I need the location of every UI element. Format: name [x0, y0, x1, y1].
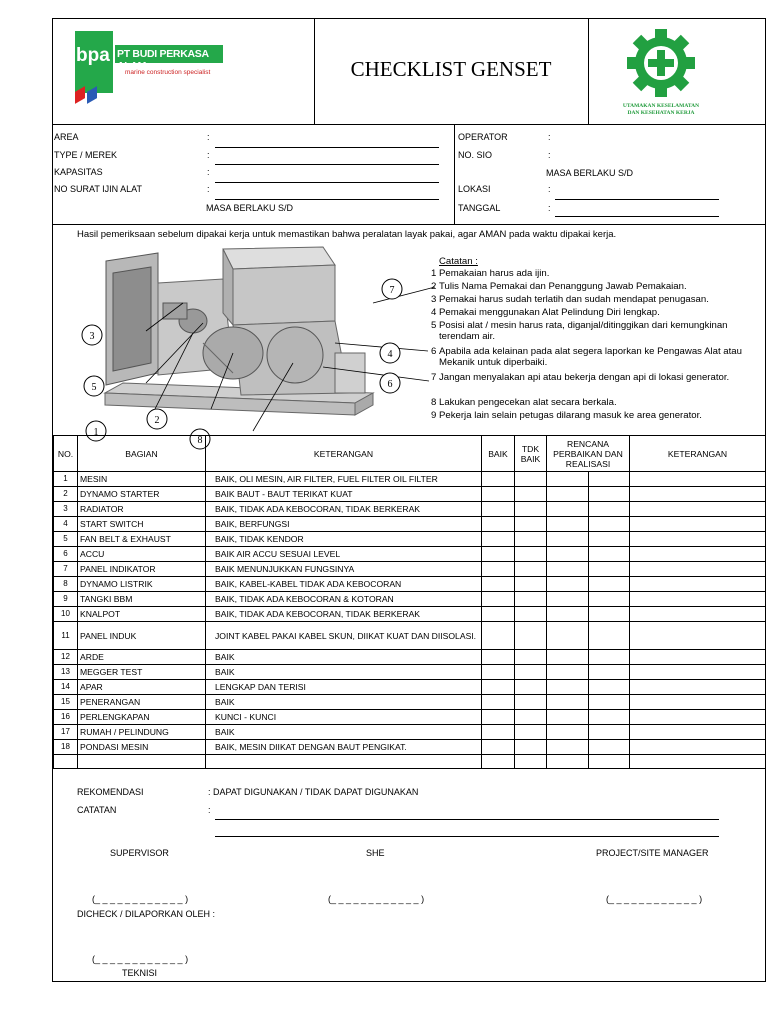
row-no: 8 — [54, 577, 78, 592]
manager-signature[interactable]: (_ _ _ _ _ _ _ _ _ _ _ _ ) — [606, 894, 703, 904]
rencana-cell[interactable] — [547, 502, 589, 517]
no-surat-ijin-field[interactable] — [215, 199, 439, 200]
realisasi-cell[interactable] — [589, 502, 630, 517]
row-bagian: APAR — [78, 680, 206, 695]
section-divider — [53, 224, 765, 225]
teknisi-signature[interactable]: (_ _ _ _ _ _ _ _ _ _ _ _ ) — [92, 954, 189, 964]
safety-emblem — [611, 27, 711, 122]
row-no: 9 — [54, 592, 78, 607]
catatan-line-1[interactable] — [215, 819, 719, 820]
keterangan-cell[interactable] — [630, 607, 766, 622]
baik-cell[interactable] — [482, 607, 515, 622]
rekomendasi-label: REKOMENDASI — [77, 787, 144, 797]
baik-cell[interactable] — [482, 472, 515, 487]
callout-5-text: 5 — [91, 382, 97, 393]
rencana-cell[interactable] — [547, 725, 589, 740]
note-number: 9 — [431, 410, 437, 421]
realisasi-cell[interactable] — [589, 562, 630, 577]
col-rencana: RENCANA PERBAIKAN DAN REALISASI — [547, 436, 630, 472]
rencana-cell[interactable] — [547, 680, 589, 695]
note-item: Apabila ada kelainan pada alat segera laporkan ke Pengawas Alat atau Mekanik untuk diperbaiki. — [439, 346, 742, 368]
row-keterangan: BAIK MENUNJUKKAN FUNGSINYA — [206, 562, 482, 577]
notes-heading: Catatan : — [439, 256, 478, 267]
tdk-baik-cell[interactable] — [515, 547, 547, 562]
row-no: 4 — [54, 517, 78, 532]
note-item: Posisi alat / mesin harus rata, diganjal/ditinggikan dari kemungkinan terendam air. — [439, 320, 728, 342]
row-keterangan: BAIK AIR ACCU SESUAI LEVEL — [206, 547, 482, 562]
baik-cell[interactable] — [482, 622, 515, 650]
row-no: 16 — [54, 710, 78, 725]
rencana-cell[interactable] — [547, 517, 589, 532]
row-keterangan: BAIK, TIDAK ADA KEBOCORAN, TIDAK BERKERAK — [206, 502, 482, 517]
keterangan-cell[interactable] — [630, 472, 766, 487]
col-bagian: BAGIAN — [78, 436, 206, 472]
tdk-baik-cell[interactable] — [515, 725, 547, 740]
form-header — [53, 19, 765, 125]
table-row — [54, 665, 766, 680]
rencana-cell[interactable] — [547, 695, 589, 710]
callout-6-text: 6 — [387, 379, 393, 390]
baik-cell[interactable] — [482, 725, 515, 740]
keterangan-cell[interactable] — [630, 710, 766, 725]
tdk-baik-cell[interactable] — [515, 562, 547, 577]
empty-cell[interactable] — [78, 755, 206, 769]
table-row — [54, 472, 766, 487]
table-row — [54, 650, 766, 665]
tanggal-label: TANGGAL — [458, 203, 501, 213]
empty-cell[interactable] — [482, 755, 515, 769]
no-surat-ijin-colon: : — [207, 184, 210, 194]
no-surat-ijin-label: NO SURAT IJIN ALAT — [54, 184, 143, 194]
note-item: Pemakaian harus ada ijin. — [439, 268, 550, 279]
note-item: Pemakai harus sudah terlatih dan sudah mendapat penugasan. — [439, 294, 709, 305]
keterangan-cell[interactable] — [630, 622, 766, 650]
operator-colon: : — [548, 132, 551, 142]
callout-7-text: 7 — [389, 285, 395, 296]
row-no: 12 — [54, 650, 78, 665]
row-keterangan: BAIK — [206, 695, 482, 710]
baik-cell[interactable] — [482, 680, 515, 695]
tdk-baik-cell[interactable] — [515, 680, 547, 695]
lokasi-colon: : — [548, 184, 551, 194]
table-row — [54, 562, 766, 577]
keterangan-cell[interactable] — [630, 532, 766, 547]
table-row — [54, 487, 766, 502]
lokasi-field[interactable] — [555, 199, 719, 200]
masa-berlaku-right: MASA BERLAKU S/D — [546, 168, 634, 178]
callout-4-text: 4 — [387, 349, 393, 360]
note-item: Jangan menyalakan api atau bekerja dengan api di lokasi generator. — [439, 372, 730, 383]
table-row-empty — [54, 755, 766, 769]
realisasi-cell[interactable] — [589, 547, 630, 562]
company-name: PT BUDI PERKASA ALAM — [117, 48, 209, 72]
baik-cell[interactable] — [482, 665, 515, 680]
row-bagian: DYNAMO LISTRIK — [78, 577, 206, 592]
dicheck-label: DICHECK / DILAPORKAN OLEH : — [77, 909, 216, 919]
row-no: 2 — [54, 487, 78, 502]
type-merek-field[interactable] — [215, 164, 439, 165]
type-merek-label: TYPE / MEREK — [54, 150, 118, 160]
kapasitas-colon: : — [207, 167, 210, 177]
note-number: 8 — [431, 397, 437, 408]
rencana-cell[interactable] — [547, 607, 589, 622]
row-bagian: PENERANGAN — [78, 695, 206, 710]
table-row — [54, 710, 766, 725]
supervisor-label: SUPERVISOR — [110, 848, 169, 858]
tdk-baik-cell[interactable] — [515, 740, 547, 755]
supervisor-signature[interactable]: (_ _ _ _ _ _ _ _ _ _ _ _ ) — [92, 894, 189, 904]
note-number: 7 — [431, 372, 437, 383]
row-bagian: PERLENGKAPAN — [78, 710, 206, 725]
company-logo — [75, 31, 225, 101]
rencana-cell[interactable] — [547, 532, 589, 547]
keterangan-cell[interactable] — [630, 680, 766, 695]
catatan-line-2[interactable] — [215, 836, 719, 837]
info-divider — [454, 124, 455, 224]
rencana-cell[interactable] — [547, 622, 589, 650]
area-label: AREA — [54, 132, 79, 142]
keterangan-cell[interactable] — [630, 547, 766, 562]
row-no: 14 — [54, 680, 78, 695]
realisasi-cell[interactable] — [589, 622, 630, 650]
col-keterangan: KETERANGAN — [206, 436, 482, 472]
baik-cell[interactable] — [482, 502, 515, 517]
row-keterangan: BAIK, TIDAK KENDOR — [206, 532, 482, 547]
baik-cell[interactable] — [482, 650, 515, 665]
safety-slogan-line2: DAN KESEHATAN KERJA — [627, 110, 695, 116]
logo-mark: bpa — [76, 45, 110, 66]
keterangan-cell[interactable] — [630, 592, 766, 607]
realisasi-cell[interactable] — [589, 725, 630, 740]
row-no: 6 — [54, 547, 78, 562]
callout-8-text: 8 — [197, 435, 203, 446]
baik-cell[interactable] — [482, 577, 515, 592]
keterangan-cell[interactable] — [630, 695, 766, 710]
row-bagian: RADIATOR — [78, 502, 206, 517]
tdk-baik-cell[interactable] — [515, 472, 547, 487]
tdk-baik-cell[interactable] — [515, 695, 547, 710]
intro-text: Hasil pemeriksaan sebelum dipakai kerja untuk memastikan bahwa peralatan layak pakai, agar AMAN pada waktu dipakai kerja. — [77, 229, 617, 240]
keterangan-cell[interactable] — [630, 740, 766, 755]
note-number: 3 — [431, 294, 437, 305]
row-bagian: MEGGER TEST — [78, 665, 206, 680]
rencana-cell[interactable] — [547, 487, 589, 502]
checklist-table — [53, 435, 766, 769]
tdk-baik-cell[interactable] — [515, 517, 547, 532]
rencana-cell[interactable] — [547, 562, 589, 577]
keterangan-cell[interactable] — [630, 725, 766, 740]
rencana-cell[interactable] — [547, 740, 589, 755]
note-number: 6 — [431, 346, 437, 357]
row-keterangan: BAIK, MESIN DIIKAT DENGAN BAUT PENGIKAT. — [206, 740, 482, 755]
keterangan-cell[interactable] — [630, 577, 766, 592]
keterangan-cell[interactable] — [630, 665, 766, 680]
she-signature[interactable]: (_ _ _ _ _ _ _ _ _ _ _ _ ) — [328, 894, 425, 904]
rencana-cell[interactable] — [547, 592, 589, 607]
realisasi-cell[interactable] — [589, 680, 630, 695]
realisasi-cell[interactable] — [589, 695, 630, 710]
baik-cell[interactable] — [482, 487, 515, 502]
tdk-baik-cell[interactable] — [515, 665, 547, 680]
keterangan-cell[interactable] — [630, 502, 766, 517]
note-item: Pekerja lain selain petugas dilarang masuk ke area generator. — [439, 410, 702, 421]
realisasi-cell[interactable] — [589, 665, 630, 680]
empty-cell[interactable] — [547, 755, 589, 769]
tdk-baik-cell[interactable] — [515, 607, 547, 622]
rencana-cell[interactable] — [547, 665, 589, 680]
tdk-baik-cell[interactable] — [515, 592, 547, 607]
realisasi-cell[interactable] — [589, 592, 630, 607]
masa-berlaku-left: MASA BERLAKU S/D — [206, 203, 294, 213]
row-no: 11 — [54, 622, 78, 650]
empty-cell[interactable] — [515, 755, 547, 769]
row-bagian: START SWITCH — [78, 517, 206, 532]
table-row — [54, 607, 766, 622]
baik-cell[interactable] — [482, 517, 515, 532]
table-row — [54, 517, 766, 532]
operator-label: OPERATOR — [458, 132, 508, 142]
realisasi-cell[interactable] — [589, 517, 630, 532]
row-keterangan: BAIK, BERFUNGSI — [206, 517, 482, 532]
row-bagian: MESIN — [78, 472, 206, 487]
table-row — [54, 680, 766, 695]
tdk-baik-cell[interactable] — [515, 577, 547, 592]
table-row — [54, 725, 766, 740]
callout-2-text: 2 — [154, 415, 160, 426]
empty-cell[interactable] — [206, 755, 482, 769]
table-row — [54, 592, 766, 607]
empty-cell[interactable] — [54, 755, 78, 769]
no-sio-colon: : — [548, 150, 551, 160]
table-row — [54, 577, 766, 592]
company-tagline: marine construction specialist — [125, 69, 211, 76]
she-label: SHE — [366, 848, 385, 858]
row-keterangan: BAIK — [206, 650, 482, 665]
realisasi-cell[interactable] — [589, 472, 630, 487]
no-sio-label: NO. SIO — [458, 150, 493, 160]
row-keterangan: BAIK, KABEL-KABEL TIDAK ADA KEBOCORAN — [206, 577, 482, 592]
row-no: 10 — [54, 607, 78, 622]
table-header-row — [54, 436, 766, 472]
tdk-baik-cell[interactable] — [515, 502, 547, 517]
area-field[interactable] — [215, 147, 439, 148]
manager-label: PROJECT/SITE MANAGER — [596, 848, 709, 858]
table-row — [54, 532, 766, 547]
teknisi-label: TEKNISI — [122, 968, 158, 978]
note-number: 2 — [431, 281, 437, 292]
row-no: 17 — [54, 725, 78, 740]
keterangan-cell[interactable] — [630, 517, 766, 532]
note-number: 4 — [431, 307, 437, 318]
rencana-cell[interactable] — [547, 710, 589, 725]
baik-cell[interactable] — [482, 547, 515, 562]
table-row — [54, 547, 766, 562]
keterangan-cell[interactable] — [630, 650, 766, 665]
realisasi-cell[interactable] — [589, 650, 630, 665]
area-colon: : — [207, 132, 210, 142]
rekomendasi-value[interactable]: : DAPAT DIGUNAKAN / TIDAK DAPAT DIGUNAKAN — [208, 787, 419, 797]
col-no: NO. — [54, 436, 78, 472]
row-bagian: PANEL INDIKATOR — [78, 562, 206, 577]
row-no: 3 — [54, 502, 78, 517]
header-divider — [588, 19, 589, 124]
table-row — [54, 622, 766, 650]
col-keterangan-2: KETERANGAN — [630, 436, 766, 472]
tdk-baik-cell[interactable] — [515, 622, 547, 650]
row-keterangan: JOINT KABEL PAKAI KABEL SKUN, DIIKAT KUAT DAN DIISOLASI. — [206, 622, 482, 650]
realisasi-cell[interactable] — [589, 710, 630, 725]
type-merek-colon: : — [207, 150, 210, 160]
baik-cell[interactable] — [482, 710, 515, 725]
table-row — [54, 695, 766, 710]
baik-cell[interactable] — [482, 532, 515, 547]
row-keterangan: BAIK, TIDAK ADA KEBOCORAN, TIDAK BERKERAK — [206, 607, 482, 622]
keterangan-cell[interactable] — [630, 487, 766, 502]
tanggal-colon: : — [548, 203, 551, 213]
row-bagian: PANEL INDUK — [78, 622, 206, 650]
tdk-baik-cell[interactable] — [515, 487, 547, 502]
kapasitas-field[interactable] — [215, 182, 439, 183]
kapasitas-label: KAPASITAS — [54, 167, 103, 177]
row-no: 15 — [54, 695, 78, 710]
callout-1-text: 1 — [93, 427, 99, 438]
note-item: Tulis Nama Pemakai dan Penanggung Jawab Pemakaian. — [439, 281, 687, 292]
empty-cell[interactable] — [630, 755, 766, 769]
row-no: 5 — [54, 532, 78, 547]
tdk-baik-cell[interactable] — [515, 532, 547, 547]
table-row — [54, 740, 766, 755]
keterangan-cell[interactable] — [630, 562, 766, 577]
realisasi-cell[interactable] — [589, 577, 630, 592]
note-number: 5 — [431, 320, 437, 331]
tdk-baik-cell[interactable] — [515, 710, 547, 725]
catatan-label: CATATAN — [77, 805, 117, 815]
row-bagian: PONDASI MESIN — [78, 740, 206, 755]
note-item: Lakukan pengecekan alat secara berkala. — [439, 397, 617, 408]
tdk-baik-cell[interactable] — [515, 650, 547, 665]
row-keterangan: BAIK — [206, 665, 482, 680]
rencana-cell[interactable] — [547, 472, 589, 487]
row-bagian: FAN BELT & EXHAUST — [78, 532, 206, 547]
row-keterangan: BAIK, OLI MESIN, AIR FILTER, FUEL FILTER OIL FILTER — [206, 472, 482, 487]
table-row — [54, 502, 766, 517]
rencana-cell[interactable] — [547, 547, 589, 562]
rencana-cell[interactable] — [547, 650, 589, 665]
row-bagian: RUMAH / PELINDUNG — [78, 725, 206, 740]
note-number: 1 — [431, 268, 437, 279]
row-keterangan: KUNCI - KUNCI — [206, 710, 482, 725]
row-keterangan: BAIK — [206, 725, 482, 740]
baik-cell[interactable] — [482, 740, 515, 755]
row-bagian: KNALPOT — [78, 607, 206, 622]
realisasi-cell[interactable] — [589, 532, 630, 547]
baik-cell[interactable] — [482, 695, 515, 710]
row-no: 18 — [54, 740, 78, 755]
col-baik: BAIK — [482, 436, 515, 472]
col-tdk-baik: TDK BAIK — [515, 436, 547, 472]
row-keterangan: BAIK BAUT - BAUT TERIKAT KUAT — [206, 487, 482, 502]
checklist-form — [52, 18, 766, 982]
safety-gear-cross-icon — [611, 27, 711, 97]
row-bagian: DYNAMO STARTER — [78, 487, 206, 502]
row-keterangan: LENGKAP DAN TERISI — [206, 680, 482, 695]
row-keterangan: BAIK, TIDAK ADA KEBOCORAN & KOTORAN — [206, 592, 482, 607]
realisasi-cell[interactable] — [589, 607, 630, 622]
note-item: Pemakai menggunakan Alat Pelindung Diri lengkap. — [439, 307, 660, 318]
callout-3-text: 3 — [89, 331, 95, 342]
row-bagian: ARDE — [78, 650, 206, 665]
realisasi-cell[interactable] — [589, 740, 630, 755]
safety-slogan-line1: UTAMAKAN KESELAMATAN — [622, 103, 700, 109]
row-no: 7 — [54, 562, 78, 577]
row-bagian: TANGKI BBM — [78, 592, 206, 607]
lokasi-label: LOKASI — [458, 184, 491, 194]
rencana-cell[interactable] — [547, 577, 589, 592]
catatan-colon: : — [208, 805, 211, 815]
empty-cell[interactable] — [589, 755, 630, 769]
baik-cell[interactable] — [482, 592, 515, 607]
form-title: CHECKLIST GENSET — [350, 57, 552, 81]
tanggal-field[interactable] — [555, 216, 719, 217]
row-no: 1 — [54, 472, 78, 487]
realisasi-cell[interactable] — [589, 487, 630, 502]
baik-cell[interactable] — [482, 562, 515, 577]
row-no: 13 — [54, 665, 78, 680]
row-bagian: ACCU — [78, 547, 206, 562]
